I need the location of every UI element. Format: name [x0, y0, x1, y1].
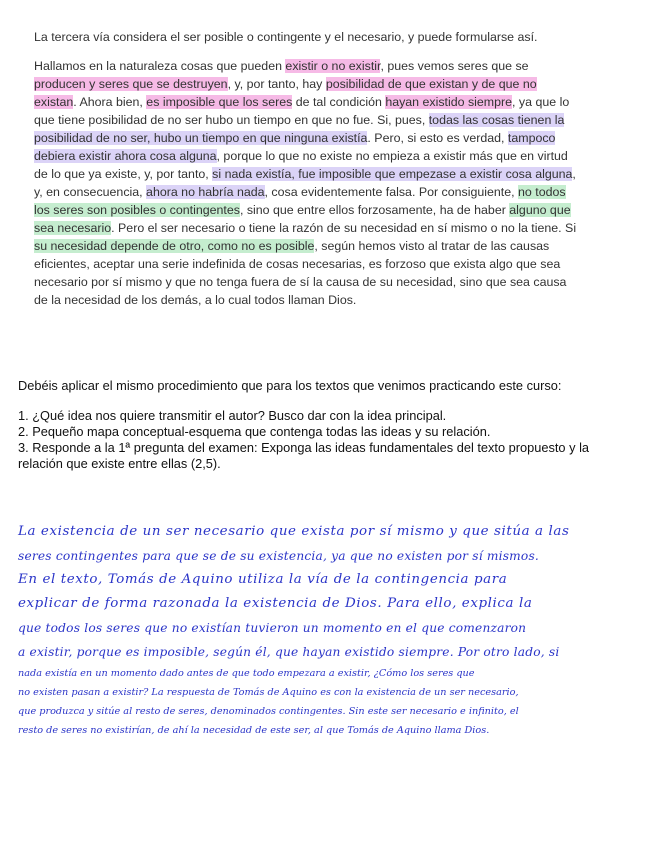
passage-text-segment: , según hemos visto al tratar de las causas eficientes, aceptar una serie indefinida de cosas necesarias, es forzoso que exista algo que sea necesario por sí mismo y que no tenga fuera de sí la causa de su necesidad, sino que sea causa de la necesidad de los demás, a lo cual todos llaman Dios.: [34, 239, 567, 307]
instructions-intro: Debéis aplicar el mismo procedimiento que para los textos que venimos practicando este curso:: [18, 378, 562, 393]
highlighted-phrase-violet: todas las cosas tienen la posibilidad de no ser, hubo un tiempo en que ninguna existía: [34, 113, 565, 145]
highlighted-phrase-violet: si nada existía, fue imposible que empezase a existir cosa alguna: [212, 167, 573, 181]
passage-text-segment: . Pero el ser necesario o tiene la razón de su necesidad en sí mismo o no la tiene. Si: [111, 221, 577, 235]
answer-line: que todos los seres que no existían tuvieron un momento en el que comenzaron: [18, 621, 527, 635]
answer-line: En el texto, Tomás de Aquino utiliza la vía de la contingencia para: [18, 572, 508, 587]
question-list: [18, 408, 628, 472]
question-item-1: 1. ¿Qué idea nos quiere transmitir el autor? Busco dar con la idea principal.: [18, 408, 447, 423]
passage-text-segment: . Ahora bien,: [73, 95, 147, 109]
passage-main-paragraph: [34, 57, 580, 309]
passage-text-segment: de tal condición: [292, 95, 386, 109]
reading-passage: [34, 28, 580, 320]
highlighted-phrase-green: su necesidad depende de otro, como no es posible: [34, 239, 315, 253]
passage-text-segment: Hallamos en la naturaleza cosas que pueden: [34, 59, 286, 73]
answer-line: explicar de forma razonada la existencia de Dios. Para ello, explica la: [18, 596, 533, 611]
answer-line: nada existía en un momento dado antes de que todo empezara a existir, ¿Cómo los seres que: [18, 668, 475, 679]
highlighted-phrase-green: no todos los seres son posibles o contingentes: [34, 185, 566, 217]
highlighted-phrase-pink: posibilidad de que existan y de que no existan: [34, 77, 537, 109]
passage-text-segment: , y, por tanto, hay: [227, 77, 326, 91]
highlighted-phrase-pink: producen y seres que se destruyen: [34, 77, 228, 91]
passage-text-segment: , ya que lo que tiene posibilidad de no ser hubo un tiempo en que no fue. Si, pues,: [34, 95, 570, 127]
highlighted-phrase-pink: hayan existido siempre: [385, 95, 513, 109]
question-item-2: 2. Pequeño mapa conceptual-esquema que contenga todas las ideas y su relación.: [18, 424, 491, 439]
handwritten-answer: [18, 520, 638, 740]
highlighted-phrase-pink: existir o no existir: [285, 59, 381, 73]
highlighted-phrase-violet: tampoco debiera existir ahora cosa alguna: [34, 131, 556, 163]
passage-text-segment: , pues vemos seres que se: [380, 59, 529, 73]
instructions-block: [18, 378, 628, 472]
highlighted-phrase-violet: ahora no habría nada: [146, 185, 265, 199]
passage-intro-paragraph: La tercera vía considera el ser posible o contingente y el necesario, y puede formularse así.: [34, 30, 538, 44]
passage-text-segment: , sino que entre ellos forzosamente, ha de haber: [239, 203, 510, 217]
answer-line: resto de seres no existirían, de ahí la necesidad de este ser, al que Tomás de Aquino llama Dios.: [18, 725, 490, 736]
passage-text-segment: , porque lo que no existe no empieza a existir más que en virtud de lo que ya existe, y, por tanto,: [34, 149, 568, 181]
highlighted-phrase-pink: es imposible que los seres: [146, 95, 293, 109]
answer-line: seres contingentes para que se de su existencia, ya que no existen por sí mismos.: [18, 549, 539, 563]
passage-text-segment: , y, en consecuencia,: [34, 167, 576, 199]
highlighted-phrase-green: alguno que sea necesario: [34, 203, 571, 235]
question-item-3: 3. Responde a la 1ª pregunta del examen: Exponga las ideas fundamentales del texto propuesto y la relación que existe entre ellas (2,5).: [18, 440, 590, 471]
answer-line: que produzca y sitúe al resto de seres, denominados contingentes. Sin este ser necesario e infinito, el: [18, 706, 519, 717]
answer-line: La existencia de un ser necesario que exista por sí mismo y que sitúa a las: [18, 524, 570, 539]
passage-text-segment: . Pero, si esto es verdad,: [367, 131, 508, 145]
answer-line: no existen pasan a existir? La respuesta de Tomás de Aquino es con la existencia de un ser necesario,: [18, 687, 519, 698]
passage-text-segment: , cosa evidentemente falsa. Por consiguiente,: [264, 185, 519, 199]
answer-line: a existir, porque es imposible, según él, que hayan existido siempre. Por otro lado, si: [18, 645, 560, 659]
